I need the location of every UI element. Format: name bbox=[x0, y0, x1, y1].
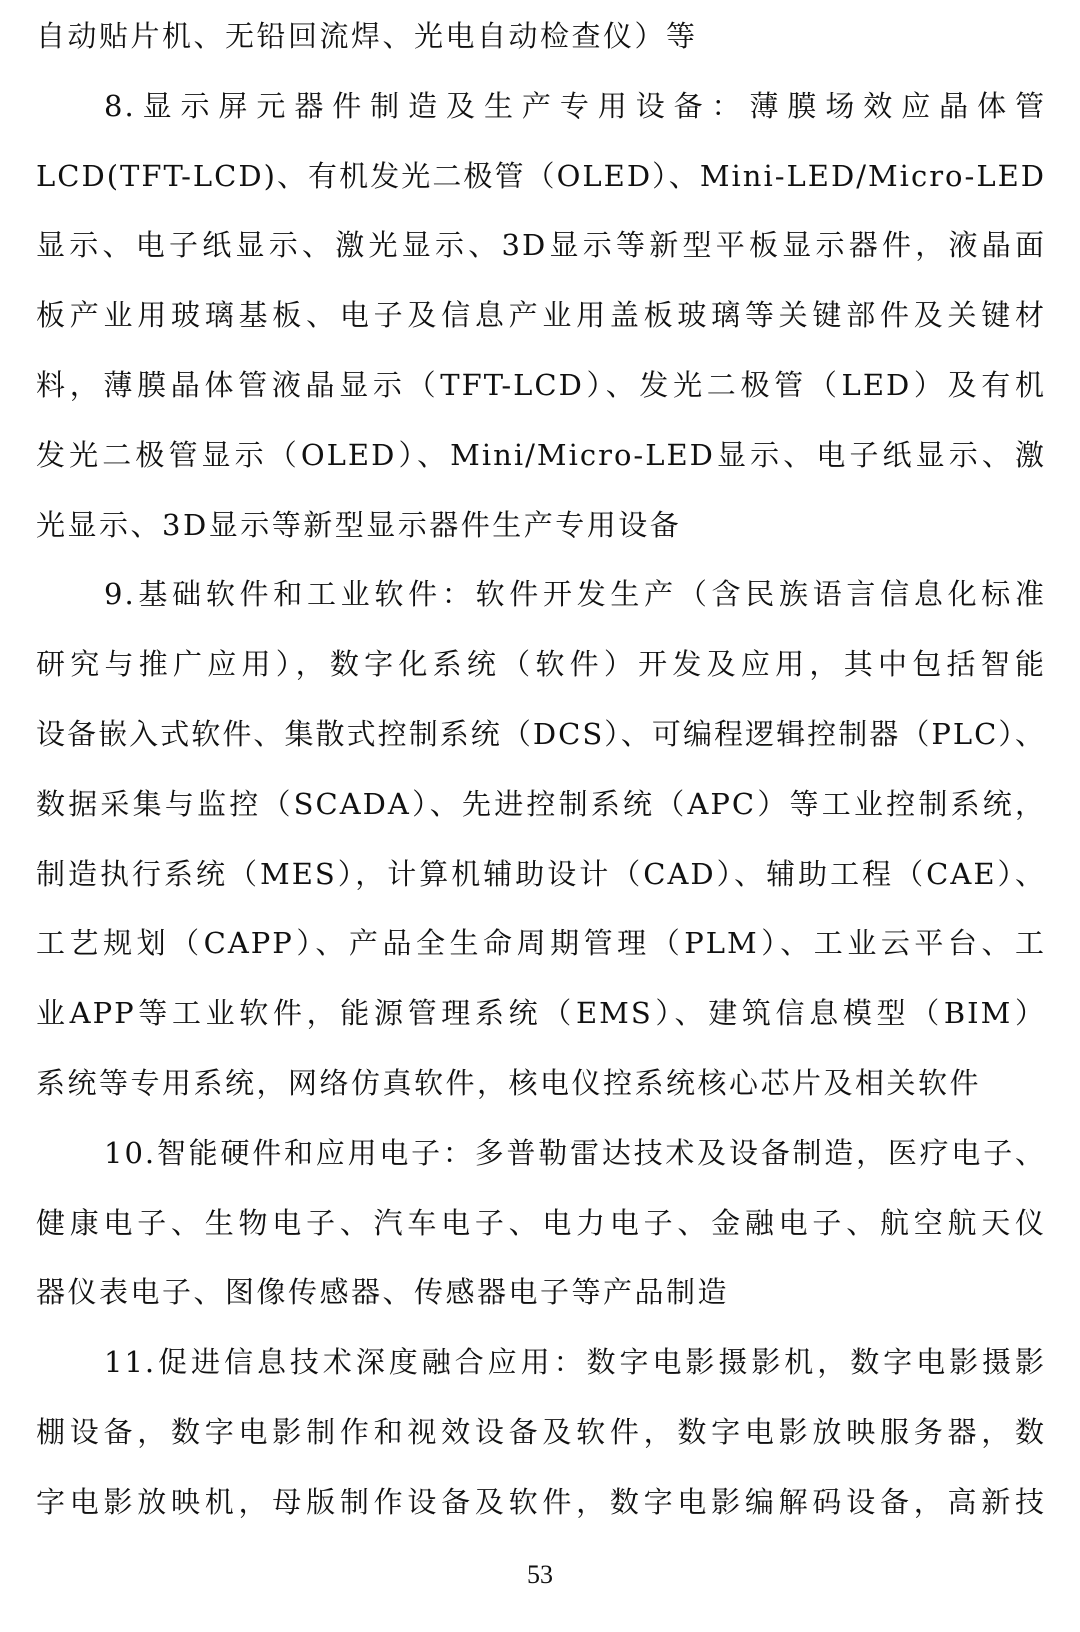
paragraph-line: 10.智能硬件和应用电子：多普勒雷达技术及设备制造，医疗电子、 bbox=[104, 1135, 1046, 1170]
page-number: 53 bbox=[527, 1560, 553, 1589]
paragraph-line: 器仪表电子、图像传感器、传感器电子等产品制造 bbox=[36, 1275, 730, 1310]
paragraph-line: 显示、电子纸显示、激光显示、3D显示等新型平板显示器件，液晶面 bbox=[36, 228, 1046, 263]
paragraph-line: 9.基础软件和工业软件：软件开发生产（含民族语言信息化标准 bbox=[104, 577, 1046, 612]
paragraph-line: 业APP等工业软件，能源管理系统（EMS）、建筑信息模型（BIM） bbox=[36, 996, 1046, 1031]
paragraph-line: 光显示、3D显示等新型显示器件生产专用设备 bbox=[36, 507, 682, 542]
paragraph-line: 发光二极管显示（OLED）、Mini/Micro-LED显示、电子纸显示、激 bbox=[36, 437, 1046, 472]
paragraph-line: 研究与推广应用），数字化系统（软件）开发及应用，其中包括智能 bbox=[36, 647, 1046, 682]
paragraph-line: 字电影放映机，母版制作设备及软件，数字电影编解码设备，高新技 bbox=[36, 1484, 1046, 1519]
document-body bbox=[36, 8, 1046, 1544]
paragraph-line: 8.显示屏元器件制造及生产专用设备：薄膜场效应晶体管 bbox=[104, 88, 1046, 123]
paragraph-line: 健康电子、生物电子、汽车电子、电力电子、金融电子、航空航天仪 bbox=[36, 1205, 1046, 1240]
paragraph-line: 11.促进信息技术深度融合应用：数字电影摄影机，数字电影摄影 bbox=[104, 1345, 1046, 1380]
paragraph-line: 料，薄膜晶体管液晶显示（TFT-LCD）、发光二极管（LED）及有机 bbox=[36, 367, 1046, 402]
paragraph-line: 棚设备，数字电影制作和视效设备及软件，数字电影放映服务器，数 bbox=[36, 1414, 1046, 1449]
paragraph-line: 制造执行系统（MES），计算机辅助设计（CAD）、辅助工程（CAE）、 bbox=[36, 856, 1046, 891]
paragraph-line: LCD(TFT-LCD)、有机发光二极管（OLED）、Mini-LED/Micro-LED bbox=[36, 158, 1046, 193]
paragraph-line: 系统等专用系统，网络仿真软件，核电仪控系统核心芯片及相关软件 bbox=[36, 1065, 982, 1100]
paragraph-line: 板产业用玻璃基板、电子及信息产业用盖板玻璃等关键部件及关键材 bbox=[36, 298, 1046, 333]
paragraph-line: 数据采集与监控（SCADA）、先进控制系统（APC）等工业控制系统， bbox=[36, 786, 1046, 821]
paragraph-line: 设备嵌入式软件、集散式控制系统（DCS）、可编程逻辑控制器（PLC）、 bbox=[36, 716, 1046, 751]
paragraph-line: 工艺规划（CAPP）、产品全生命周期管理（PLM）、工业云平台、工 bbox=[36, 926, 1046, 961]
paragraph-line: 自动贴片机、无铅回流焊、光电自动检查仪）等 bbox=[36, 19, 698, 53]
